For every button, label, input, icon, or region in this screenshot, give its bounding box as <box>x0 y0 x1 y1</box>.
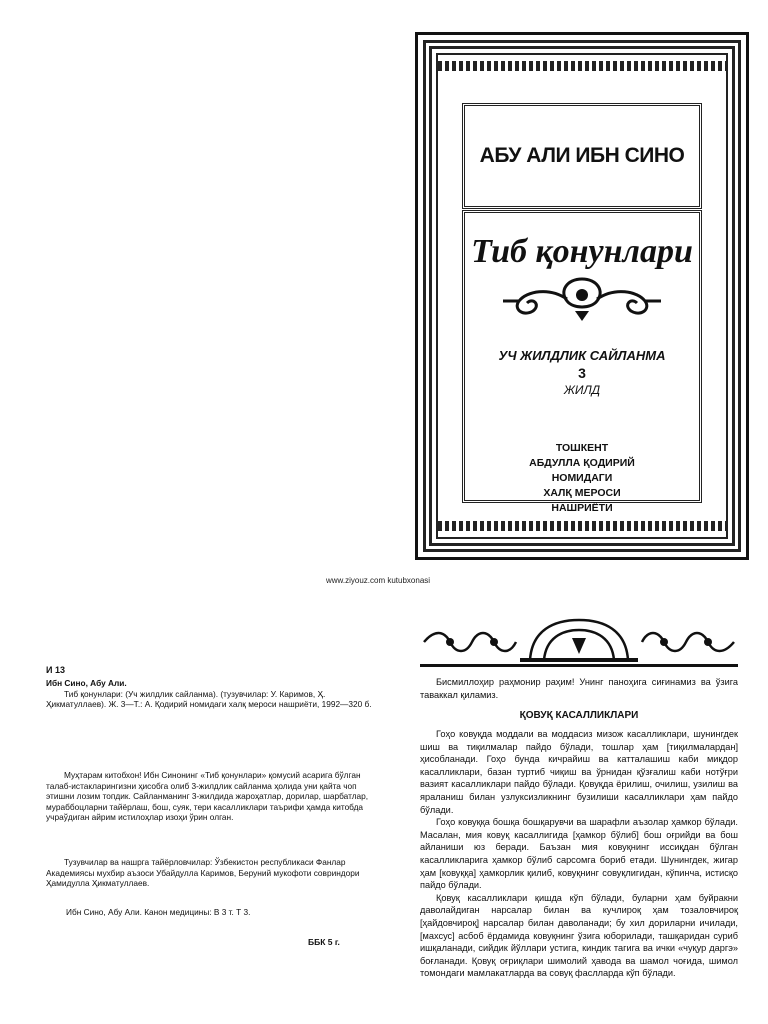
compilers-paragraph: Тузувчилар ва нашрга тайёрловчилар: Ўзбекистон республикаси Фанлар Академиясы мухбир аъзоси Убайдулла Каримов, Беруний мукофоти совриндори Ҳамидулла Ҳикматуллаев. <box>46 857 360 888</box>
catalog-entry <box>46 678 376 710</box>
ornament-band-bottom <box>438 521 726 531</box>
headband-ornament-icon <box>420 616 738 668</box>
title-page <box>415 32 749 560</box>
bbk-code: ББК 5 г. <box>308 937 340 947</box>
ornament-band-top <box>438 61 726 71</box>
source-watermark: www.ziyouz.com kutubxonasi <box>326 576 431 585</box>
body-paragraph: Гоҳо ковуқда моддали ва моддасиз мизож касалликлари, шунингдек шиш ва тиқилмалар пайдо бўлади, тошлар ҳам [тиқилмалардан] ҳисобланади. Гоҳо бунда кичрайиш ва катталашиш каби миқдор касалликлари, базан туртиб чиқиш ва ўрнидан қўзғалиш каби нотўғри вазият касалликлари пайдо бўлади. Қовуқда ёрилиш, очилиш, узилиш ва яраланиш билан узлуксизликнинг бузилиши касалликлари ҳам пайдо бўлади. <box>420 729 738 815</box>
publisher-line: ХАЛҚ МЕРОСИ <box>543 487 621 499</box>
russian-reference: Ибн Сино, Абу Али. Канон медицины: В 3 т. Т 3. <box>66 907 251 917</box>
catalog-code: И 13 <box>46 665 65 675</box>
catalog-author: Ибн Сино, Абу Али. <box>46 678 127 688</box>
book-title: Тиб қонунлари <box>471 233 693 270</box>
chapter-body <box>420 728 738 980</box>
publisher-line: НАШРИЁТИ <box>551 502 613 514</box>
series-label: УЧ ЖИЛДЛИК САЙЛАНМА <box>498 348 666 363</box>
volume-number: 3 <box>578 365 586 381</box>
title-box <box>462 210 702 514</box>
publisher-line: ТОШКЕНТ <box>555 442 609 454</box>
publisher-line: НОМИДАГИ <box>551 472 613 484</box>
publisher-block <box>465 441 699 516</box>
author-box <box>462 103 702 209</box>
annotation-paragraph: Муҳтарам китобхон! Ибн Синонинг «Тиб қонунлари» қомусий асарига бўлган талаб-истакларингизни ҳисобга олиб 3-жилдлик сайланма ҳолида уни қайта чоп этишни лозим топдик. Сайланманинг 3-жилдида жароҳатлар, дорилар, шарбатлар, мураббоцларни тайёрлаш, бош, суяк, тери касалликлари таърифи ҳамда китобда учраўдиган айрим истилоҳлар изоҳи ўрин олган. <box>46 770 369 822</box>
body-paragraph: Гоҳо ковуққа бошқа бошқарувчи ва шарафли аъзолар ҳамкор бўлади. Масалан, мия ковуқ касаллигида [ҳамкор бўлиб] бош оғрийди ва бош айланиши юз беради. Баъзан мия ковуқнинг иссиқдан бўлган касалликларига ҳамкор бўлиб сарсомга бориб етади. Шунингдек, жигар ҳам [ковуққа] ҳамкорлик қилиб, ковуқнинг совуқлигидан, кўпинча, истисқо пайдо бўлади. <box>420 817 738 891</box>
catalog-description: Тиб қонунлари: (Уч жилдлик сайланма). (тузувчилар: У. Каримов, Ҳ. Ҳикматуллаев). Ж. 3—Т.: А. Қодирий номидаги халқ мероси нашриёти, 1992—320 б. <box>46 688 372 709</box>
publisher-line: АБДУЛЛА ҚОДИРИЙ <box>529 457 635 469</box>
author-name: АБУ АЛИ ИБН СИНО <box>479 144 685 167</box>
basmala-paragraph <box>420 676 738 701</box>
inner-frame <box>436 53 728 539</box>
body-paragraph: Қовуқ касалликлари қишда кўп бўлади, буларни ҳам буйракни даволайдиган нарсалар билан ва кучлироқ ҳам тозаловчироқ [ҳайдовчироқ] нарсалар билан даволанади; бу хил дориларни ичилади, [махсус] асбоб ёрдамида ковуқнинг ўзига юборилади, ташқаридан суриб ишқаланади, сийдик йўллари устига, киндик тагига ва ички «чуқур даргэ» боғланади. Қовуқ оғриқлари шимолий ҳавода ва шамол чоғида, шимол томондаги мамлакатларда ва совуқ фаслларда кўп бўлади. <box>420 892 738 979</box>
basmala-text: Бисмиллоҳир раҳмонир раҳим! Унинг паноҳига сиғинамиз ва ўзига таваккал қиламиз. <box>420 677 738 700</box>
decorative-frame <box>423 40 741 552</box>
chapter-title: ҚОВУҚ КАСАЛЛИКЛАРИ <box>519 710 639 721</box>
volume-label: ЖИЛД <box>563 383 601 397</box>
ornament-icon <box>497 273 667 323</box>
